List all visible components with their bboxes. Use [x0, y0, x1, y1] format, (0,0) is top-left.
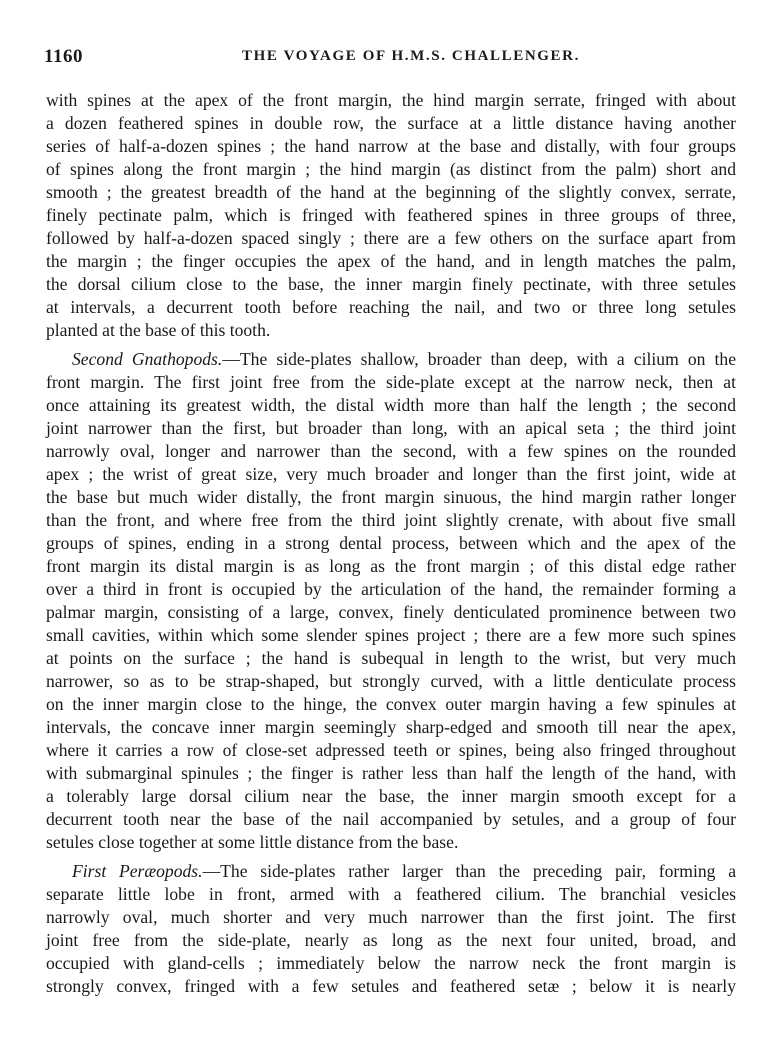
running-title: THE VOYAGE OF H.M.S. CHALLENGER.: [242, 48, 580, 64]
text-line: with submarginal spinules ; the finger is rather less than half the length of the hand, with: [46, 763, 736, 783]
text-line: front margin its distal margin is as long as the front margin ; of this distal edge rather: [46, 556, 736, 576]
text-line: at points on the surface ; the hand is subequal in length to the wrist, but very much: [46, 648, 736, 668]
text-line: followed by half-a-dozen spaced singly ; there are a few others on the surface apart from: [46, 228, 736, 248]
section-first-line: First Peræopods.—The side-plates rather larger than the preceding pair, forming a: [72, 861, 737, 881]
text-line: with spines at the apex of the front margin, the hind margin serrate, fringed with about: [46, 90, 736, 110]
section-heading-first-peraeopods: First Peræopods.: [72, 861, 203, 881]
text-line: narrowly oval, much shorter and very much narrower than the first joint. The first: [46, 907, 736, 927]
running-head: [44, 46, 738, 70]
text-line: narrower, so as to be strap-shaped, but strongly curved, with a little denticulate process: [46, 671, 736, 691]
text-line: front margin. The first joint free from the side-plate except at the narrow neck, then at: [46, 372, 736, 392]
text-line: on the inner margin close to the hinge, the convex outer margin having a few spinules at: [46, 694, 736, 714]
text-line: a tolerably large dorsal cilium near the base, the inner margin smooth except for a: [46, 786, 736, 806]
text-line: over a third in front is occupied by the articulation of the hand, the remainder forming a: [46, 579, 736, 599]
text-line: planted at the base of this tooth.: [46, 320, 271, 340]
text-line: the dorsal cilium close to the base, the inner margin finely pectinate, with three setules: [46, 274, 736, 294]
text-line: small cavities, within which some slender spines project ; there are a few more such spines: [46, 625, 736, 645]
text-line: separate little lobe in front, armed with a feathered cilium. The branchial vesicles: [46, 884, 736, 904]
text-line: apex ; the wrist of great size, very much broader and longer than the first joint, wide at: [46, 464, 736, 484]
text-line: joint narrower than the first, but broader than long, with an apical seta ; the third joint: [46, 418, 736, 438]
text-line: narrowly oval, longer and narrower than the second, with a few spines on the rounded: [46, 441, 736, 461]
text-line: intervals, the concave inner margin seemingly sharp-edged and smooth till near the apex,: [46, 717, 736, 737]
text-line: strongly convex, fringed with a few setules and feathered setæ ; below it is nearly: [46, 976, 736, 996]
text-line: decurrent tooth near the base of the nail accompanied by setules, and a group of four: [46, 809, 736, 829]
text-line: where it carries a row of close-set adpressed teeth or spines, being also fringed throughout: [46, 740, 736, 760]
text-line: the base but much wider distally, the front margin sinuous, the hind margin rather longer: [46, 487, 736, 507]
text-line: of spines along the front margin ; the hind margin (as distinct from the palm) short and: [46, 159, 736, 179]
text-line: once attaining its greatest width, the distal width more than half the length ; the second: [46, 395, 736, 415]
text-line: the margin ; the finger occupies the apex of the hand, and in length matches the palm,: [46, 251, 736, 271]
text-line: at intervals, a decurrent tooth before reaching the nail, and two or three long setules: [46, 297, 736, 317]
text-line: setules close together at some little distance from the base.: [46, 832, 459, 852]
text-line: joint free from the side-plate, nearly as long as the next four united, broad, and: [46, 930, 736, 950]
text-line: groups of spines, ending in a strong dental process, between which and the apex of the: [46, 533, 736, 553]
text-line: than the front, and where free from the third joint slightly crenate, with about five small: [46, 510, 736, 530]
section-heading-second-gnathopods: Second Gnathopods.: [72, 349, 223, 369]
section-first-line: Second Gnathopods.—The side-plates shallow, broader than deep, with a cilium on the: [72, 349, 737, 369]
text-line: a dozen feathered spines in double row, the surface at a little distance having another: [46, 113, 736, 133]
text-line: smooth ; the greatest breadth of the hand at the beginning of the slightly convex, serrate,: [46, 182, 736, 202]
page-number: 1160: [44, 46, 83, 67]
text-line: palmar margin, consisting of a large, convex, finely denticulated prominence between two: [46, 602, 736, 622]
text-line: series of half-a-dozen spines ; the hand narrow at the base and distally, with four groups: [46, 136, 736, 156]
text-line: occupied with gland-cells ; immediately below the narrow neck the front margin is: [46, 953, 736, 973]
text-line: finely pectinate palm, which is fringed with feathered spines in three groups of three,: [46, 205, 736, 225]
